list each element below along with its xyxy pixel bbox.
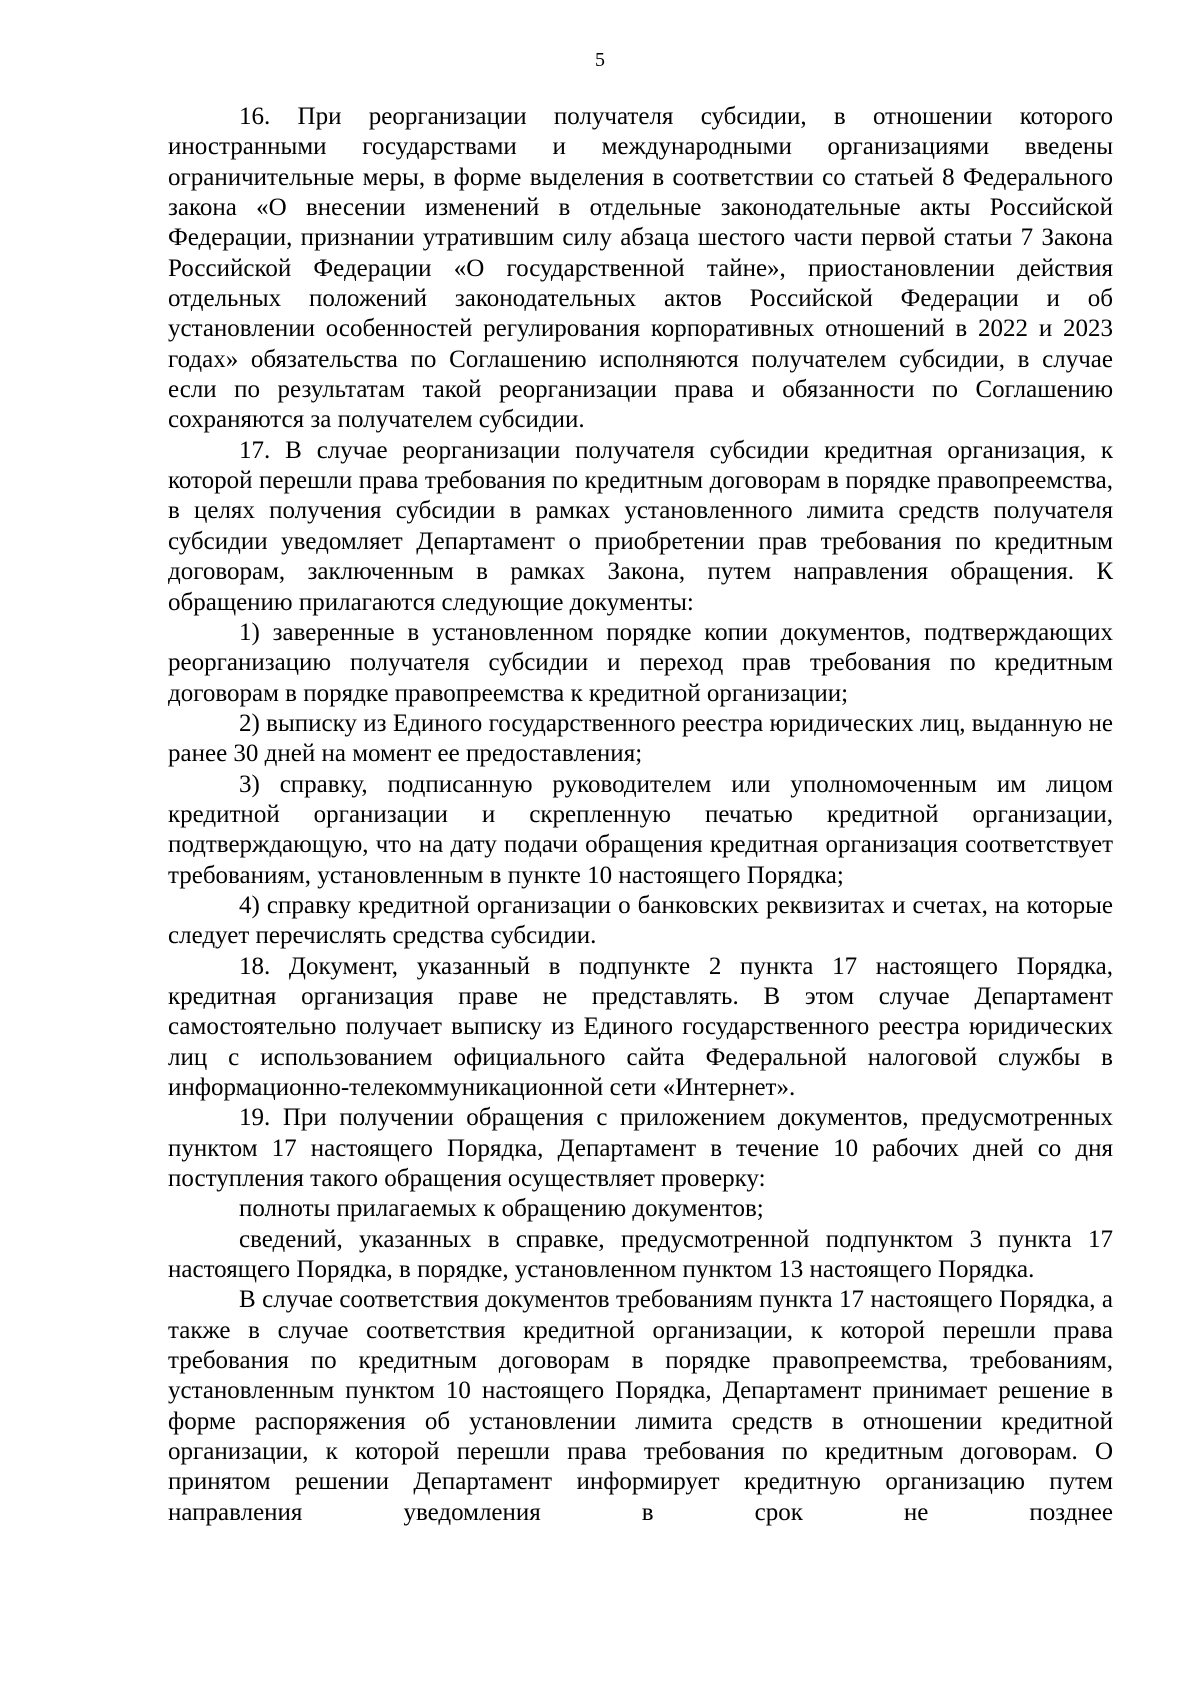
paragraph-17-item-4: 4) справку кредитной организации о банковских реквизитах и счетах, на которые следует перечислять средства субсидии. — [168, 891, 1113, 950]
page-number: 5 — [595, 49, 605, 71]
paragraph-18: 18. Документ, указанный в подпункте 2 пункта 17 настоящего Порядка, кредитная организация праве не представлять. В этом случае Департамент самостоятельно получает выписку из Единого государственного реестра юридических лиц с использованием официального сайта Федеральной налоговой службы в информационно-телекоммуникационной сети «Интернет». — [168, 952, 1113, 1101]
paragraph-16: 16. При реорганизации получателя субсидии, в отношении которого иностранными государствами и международными организациями введены ограничительные меры, в форме выделения в соответствии со статьей 8 Федерального закона «О внесении изменений в отдельные законодательные акты Российской Федерации, признании утратившим силу абзаца шестого части первой статьи 7 Закона Российской Федерации «О государственной тайне», приостановлении действия отдельных положений законодательных актов Российской Федерации и об установлении особенностей регулирования корпоративных отношений в 2022 и 2023 годах» обязательства по Соглашению исполняются получателем субсидии, в случае если по результатам такой реорганизации права и обязанности по Соглашению сохраняются за получателем субсидии. — [168, 103, 1113, 434]
paragraph-17: 17. В случае реорганизации получателя субсидии кредитная организация, к которой перешли права требования по кредитным договорам в порядке правопреемства, в целях получения субсидии в рамках установленного лимита средств получателя субсидии уведомляет Департамент о приобретении прав требования по кредитным договорам, заключенным в рамках Закона, путем направления обращения. К обращению прилагаются следующие документы: — [168, 436, 1113, 616]
document-body — [168, 102, 1113, 1528]
paragraph-19-check-1: полноты прилагаемых к обращению документов; — [239, 1195, 764, 1223]
paragraph-17-item-1: 1) заверенные в установленном порядке копии документов, подтверждающих реорганизацию получателя субсидии и переход прав требования по кредитным договорам в порядке правопреемства к кредитной организации; — [168, 618, 1113, 707]
paragraph-decision: В случае соответствия документов требованиям пункта 17 настоящего Порядка, а также в случае соответствия кредитной организации, к которой перешли права требования по кредитным договорам в порядке правопреемства, требованиям, установленным пунктом 10 настоящего Порядка, Департамент принимает решение в форме распоряжения об установлении лимита средств в отношении кредитной организации, к которой перешли права требования по кредитным договорам. О принятом решении Департамент информирует кредитную организацию путем направления уведомления в срок не позднее — [168, 1286, 1113, 1526]
paragraph-19: 19. При получении обращения с приложением документов, предусмотренных пунктом 17 настоящего Порядка, Департамент в течение 10 рабочих дней со дня поступления такого обращения осуществляет проверку: — [168, 1104, 1113, 1193]
paragraph-17-item-2: 2) выписку из Единого государственного реестра юридических лиц, выданную не ранее 30 дней на момент ее предоставления; — [168, 709, 1113, 768]
paragraph-17-item-3: 3) справку, подписанную руководителем или уполномоченным им лицом кредитной организации и скрепленную печатью кредитной организации, подтверждающую, что на дату подачи обращения кредитная организация соответствует требованиям, установленным в пункте 10 настоящего Порядка; — [168, 770, 1113, 889]
paragraph-19-check-2: сведений, указанных в справке, предусмотренной подпунктом 3 пункта 17 настоящего Порядка, в порядке, установленном пунктом 13 настоящего Порядка. — [168, 1225, 1113, 1284]
